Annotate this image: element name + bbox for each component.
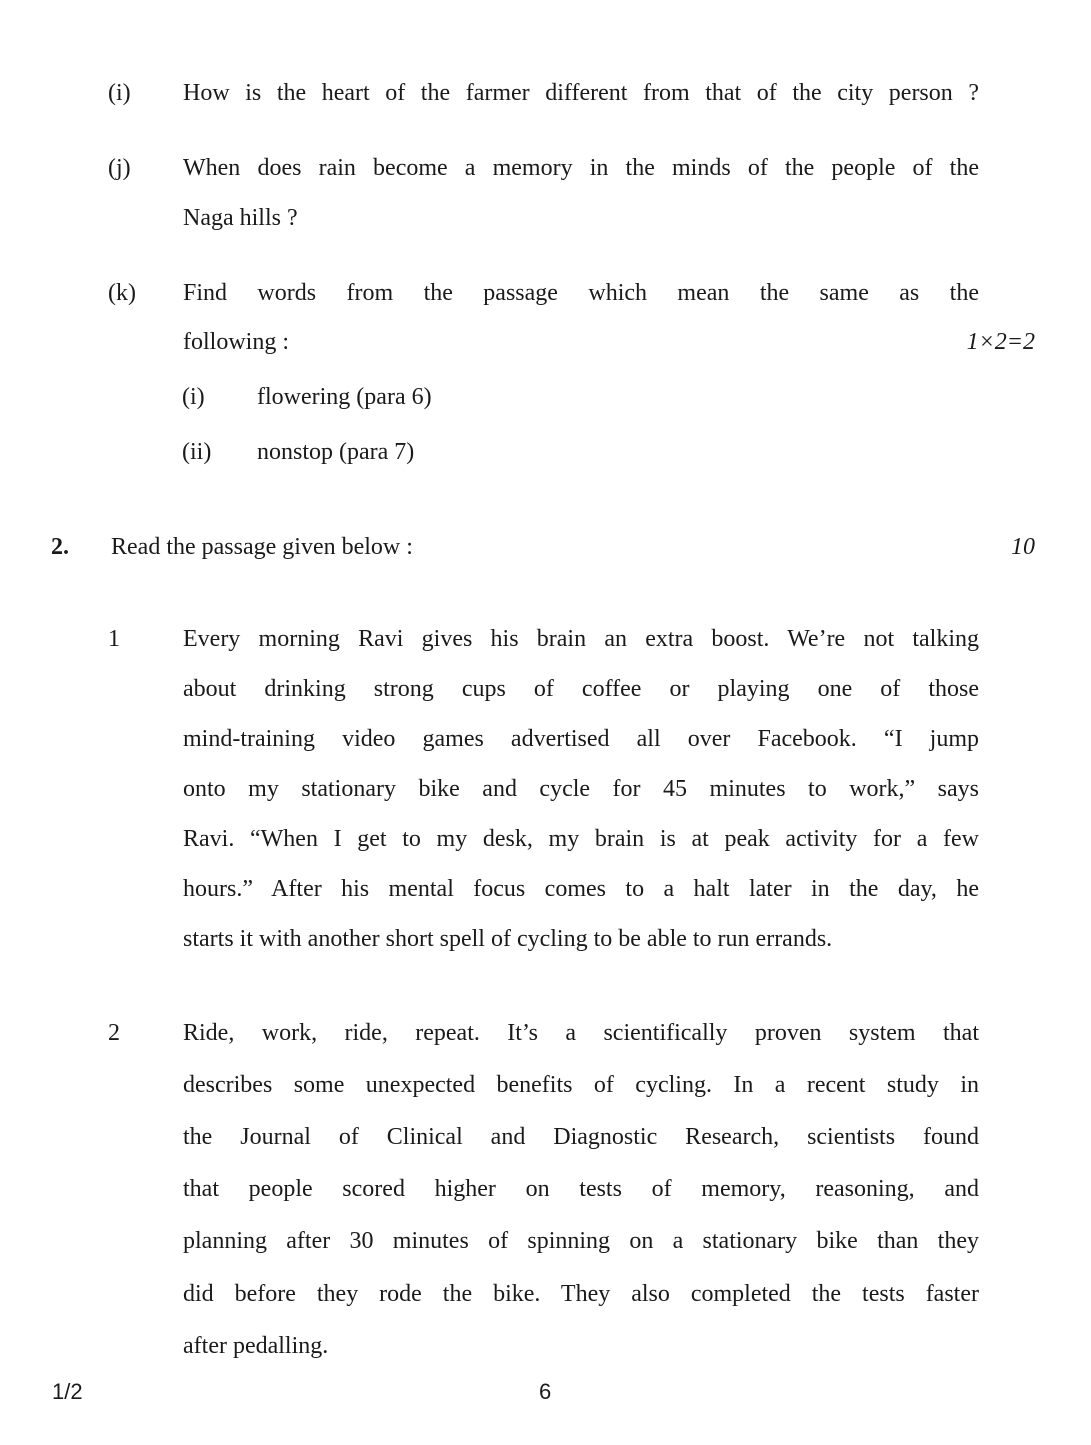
paragraph-2-line: did before they rode the bike. They also completed the tests faster [183, 1281, 979, 1307]
paragraph-2-line: the Journal of Clinical and Diagnostic Research, scientists found [183, 1124, 979, 1150]
paragraph-2-line: after pedalling. [183, 1333, 329, 1359]
section-2-marks: 10 [1011, 534, 1035, 560]
question-k-text-line-1: Find words from the passage which mean the same as the [183, 280, 979, 306]
question-i-text: How is the heart of the farmer different from that of the city person ? [183, 80, 979, 106]
paragraph-2-line: describes some unexpected benefits of cycling. In a recent study in [183, 1072, 979, 1098]
paragraph-2-line: planning after 30 minutes of spinning on a stationary bike than they [183, 1228, 979, 1254]
paragraph-1-line: mind-training video games advertised all over Facebook. “I jump [183, 726, 979, 752]
paragraph-1-number: 1 [108, 626, 120, 652]
question-k-item-i-marker: (i) [182, 384, 205, 410]
paragraph-1-line: onto my stationary bike and cycle for 45 minutes to work,” says [183, 776, 979, 802]
paragraph-1-line: about drinking strong cups of coffee or playing one of those [183, 676, 979, 702]
paragraph-2-line: Ride, work, ride, repeat. It’s a scientifically proven system that [183, 1020, 979, 1046]
section-2-number: 2. [51, 534, 69, 560]
footer-page-number: 6 [539, 1379, 552, 1404]
question-i-marker: (i) [108, 80, 131, 106]
paragraph-1-line: Every morning Ravi gives his brain an extra boost. We’re not talking [183, 626, 979, 652]
question-k-item-ii-text: nonstop (para 7) [257, 439, 415, 465]
footer-paper-code: 1/2 [52, 1379, 83, 1404]
question-k-text-line-2: following : [183, 329, 289, 355]
question-k-item-i-text: flowering (para 6) [257, 384, 432, 410]
question-j-marker: (j) [108, 155, 131, 181]
question-k-marks: 1×2=2 [966, 329, 1035, 355]
question-k-item-ii-marker: (ii) [182, 439, 212, 465]
paragraph-1-line: hours.” After his mental focus comes to a halt later in the day, he [183, 876, 979, 902]
paragraph-1-line: starts it with another short spell of cycling to be able to run errands. [183, 926, 833, 952]
paragraph-2-line: that people scored higher on tests of memory, reasoning, and [183, 1176, 979, 1202]
paragraph-1-line: Ravi. “When I get to my desk, my brain is at peak activity for a few [183, 826, 979, 852]
question-j-text-line-1: When does rain become a memory in the minds of the people of the [183, 155, 979, 181]
section-2-instruction: Read the passage given below : [111, 534, 413, 560]
question-j-text-line-2: Naga hills ? [183, 205, 298, 231]
question-k-marker: (k) [108, 280, 136, 306]
paragraph-2-number: 2 [108, 1020, 120, 1046]
